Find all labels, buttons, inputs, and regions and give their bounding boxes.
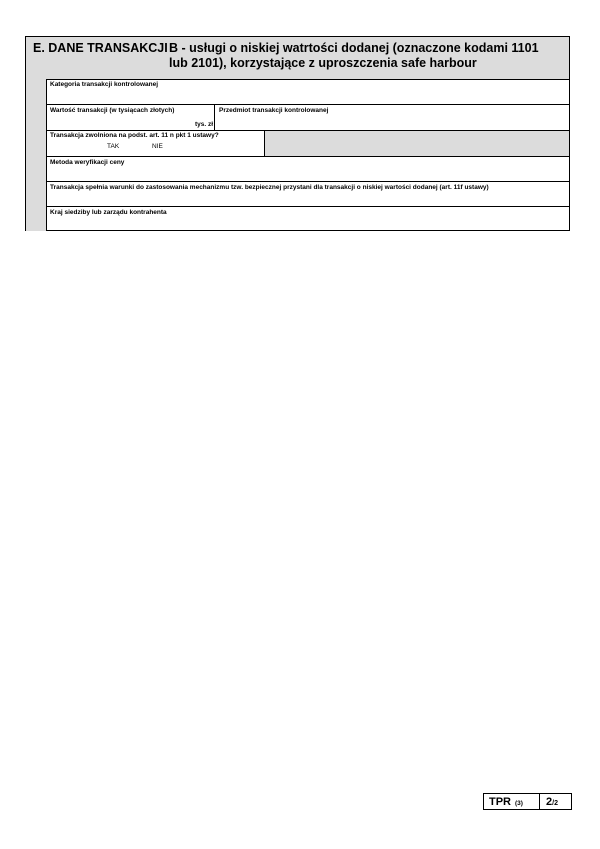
section-title-line1: B - usługi o niskiej watrtości dodanej (oznaczone kodami 1101: [169, 41, 539, 55]
form-footer: [483, 793, 572, 810]
wartosc-unit: tys. zł: [195, 121, 214, 128]
option-yes[interactable]: TAK: [107, 143, 120, 150]
przedmiot-field[interactable]: [215, 115, 569, 130]
section-label: E. DANE TRANSAKCJI: [33, 41, 168, 55]
wartosc-label: Wartość transakcji (w tysiącach złotych): [50, 107, 175, 114]
section-title-line2: lub 2101), korzystające z uproszczenia safe harbour: [169, 56, 477, 70]
wartosc-field[interactable]: [47, 115, 192, 130]
page-number: [546, 796, 558, 808]
kraj-row: [47, 207, 569, 231]
safe-harbour-field[interactable]: [47, 192, 569, 206]
page-current: 2: [546, 796, 553, 808]
wartosc-przedmiot-row: [47, 105, 569, 131]
form-version: (3): [515, 800, 523, 807]
section-header: [26, 37, 569, 80]
page-total: /2: [552, 800, 558, 807]
kategoria-row: [47, 79, 569, 105]
metoda-field[interactable]: [47, 167, 569, 181]
kategoria-field[interactable]: [47, 89, 569, 104]
section-title: [169, 41, 564, 71]
option-no[interactable]: NIE: [152, 143, 163, 150]
zwolniona-row: [47, 131, 569, 157]
kategoria-label: Kategoria transakcji kontrolowanej: [50, 81, 159, 88]
safe-harbour-row: [47, 182, 569, 207]
metoda-label: Metoda weryfikacji ceny: [50, 159, 125, 166]
kraj-field[interactable]: [47, 217, 569, 231]
footer-divider: [539, 794, 540, 809]
zwolniona-grey-cell: [265, 131, 569, 156]
metoda-row: [47, 157, 569, 182]
zwolniona-label: Transakcja zwolniona na podst. art. 11 n pkt 1 ustawy?: [50, 132, 219, 139]
transaction-section: [25, 36, 570, 231]
safe-harbour-label: Transakcja spełnia warunki do zastosowania mechanizmu tzw. bezpiecznej przystani dla transakcji o niskiej wartości dodanej (art. 11f ustawy): [50, 184, 489, 191]
left-margin-bar: [26, 79, 47, 231]
przedmiot-label: Przedmiot transakcji kontrolowanej: [219, 107, 329, 114]
kraj-label: Kraj siedziby lub zarządu kontrahenta: [50, 209, 167, 216]
form-code: TPR: [489, 796, 511, 808]
